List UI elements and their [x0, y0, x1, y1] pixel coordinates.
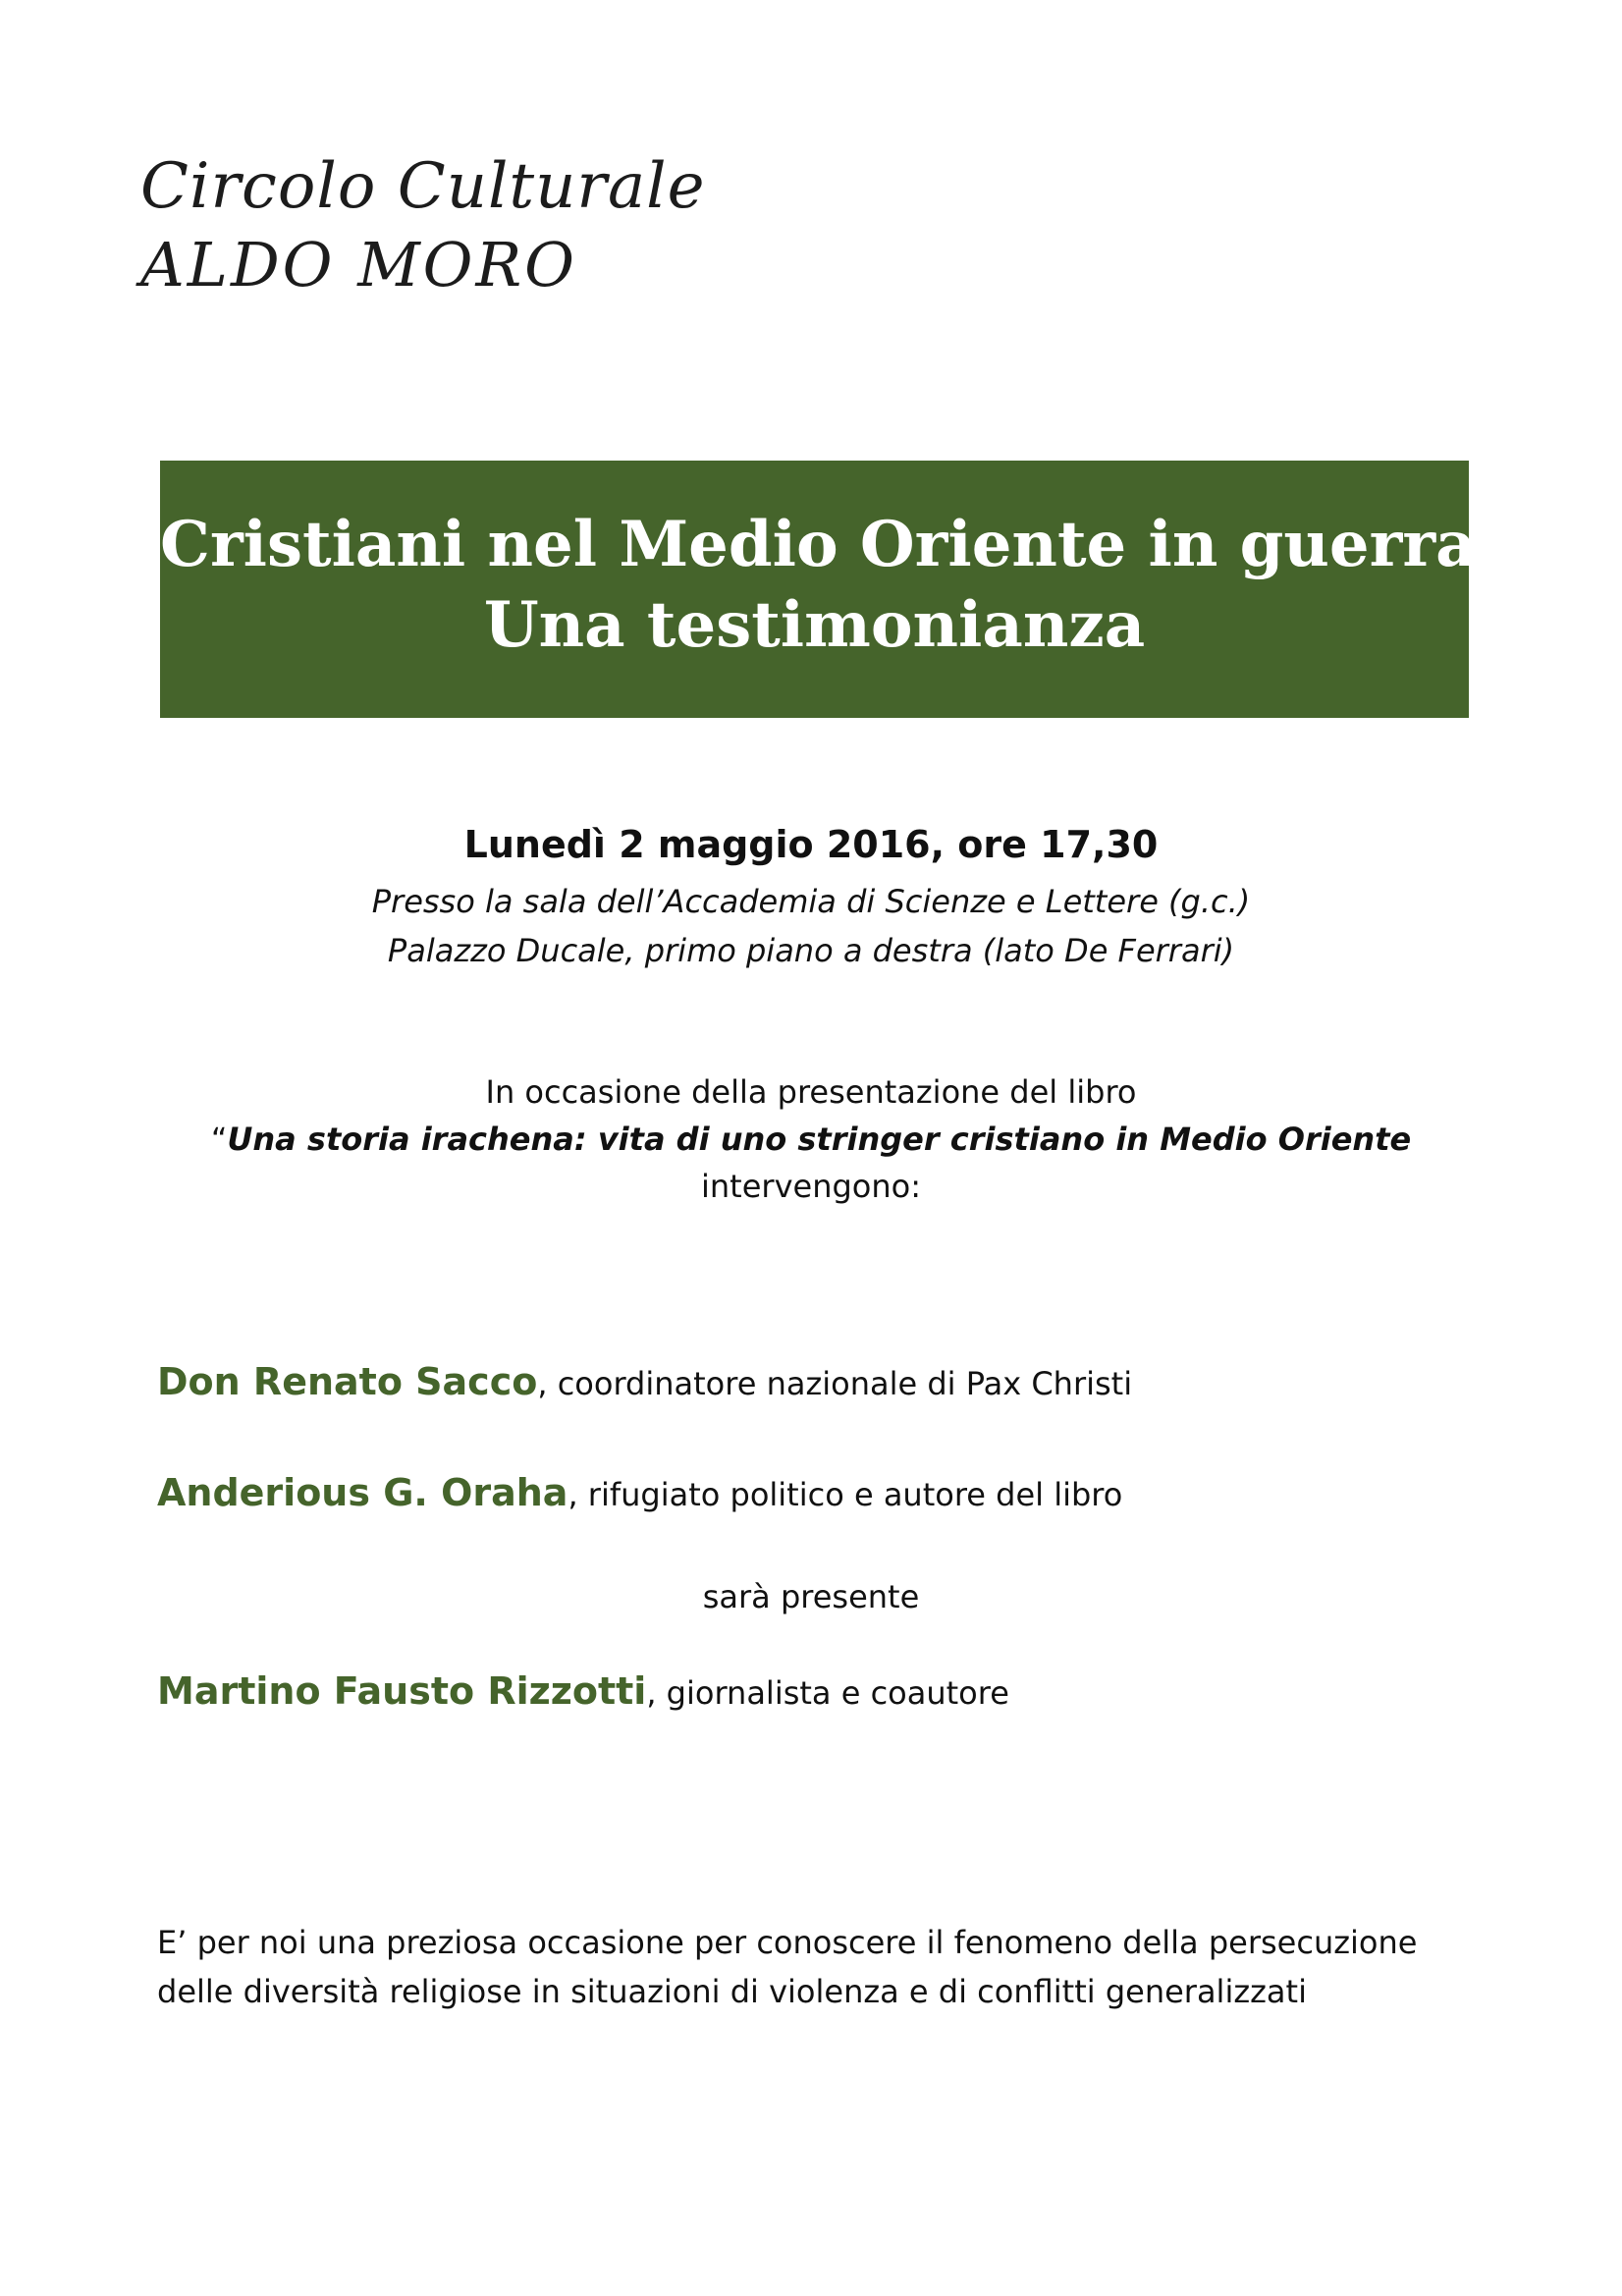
- organization-logo: [140, 147, 705, 304]
- speaker-role: , giornalista e coautore: [646, 1674, 1009, 1712]
- venue-line-2: Palazzo Ducale, primo piano a destra (lato De Ferrari): [387, 932, 1235, 969]
- presentation-intro: In occasione della presentazione del libro: [485, 1073, 1137, 1111]
- speaker-role: , coordinatore nazionale di Pax Christi: [537, 1365, 1133, 1402]
- speaker-entry: [157, 1471, 1122, 1514]
- speakers-intro: intervengono:: [701, 1168, 921, 1205]
- venue-line-1: Presso la sala dell’Accademia di Scienze e Lettere (g.c.): [371, 883, 1251, 920]
- closing-line-1: E’ per noi una preziosa occasione per conoscere il fenomeno della persecuzione: [157, 1924, 1418, 1961]
- closing-line-2: delle diversità religiose in situazioni di violenza e di conflitti generalizzati: [157, 1973, 1307, 2010]
- event-date: Lunedì 2 maggio 2016, ore 17,30: [463, 823, 1159, 866]
- event-subtitle: Una testimonianza: [483, 588, 1146, 662]
- event-venue: [0, 877, 1622, 975]
- book-presentation: [0, 1068, 1622, 1210]
- book-title: Una storia irachena: vita di uno stringer cristiano in Medio Oriente: [227, 1121, 1412, 1158]
- speaker-entry: [157, 1669, 1009, 1713]
- speaker-name: Anderious G. Oraha: [157, 1471, 568, 1514]
- present-label: sarà presente: [702, 1578, 920, 1615]
- speaker-name: Martino Fausto Rizzotti: [157, 1669, 647, 1713]
- book-title-line: [0, 1116, 1622, 1163]
- logo-line-1: Circolo Culturale: [140, 150, 706, 223]
- quote-mark: “: [210, 1121, 228, 1158]
- event-title: Cristiani nel Medio Oriente in guerra: [160, 508, 1477, 581]
- speaker-name: Don Renato Sacco: [157, 1360, 538, 1403]
- speaker-entry: [157, 1360, 1132, 1403]
- closing-statement: [157, 1918, 1417, 2016]
- speaker-role: , rifugiato politico e autore del libro: [568, 1476, 1123, 1513]
- logo-line-2: ALDO MORO: [140, 229, 578, 301]
- title-banner: [160, 461, 1477, 718]
